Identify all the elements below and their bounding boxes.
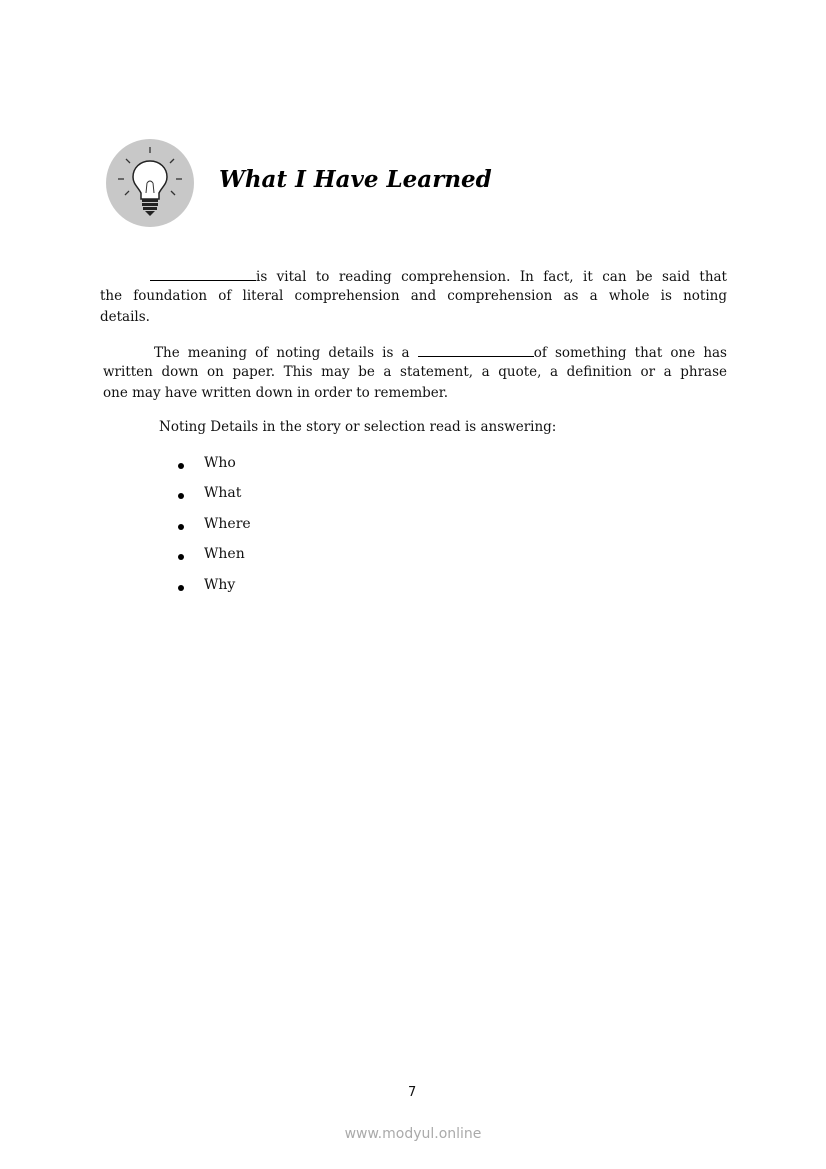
paragraph-3: Noting Details in the story or selection read is answering:	[159, 419, 557, 435]
page-number: 7	[408, 1085, 417, 1100]
watermark: www.modyul.online	[344, 1126, 482, 1142]
bullet-icon	[178, 554, 184, 560]
paragraph-2-line-1	[154, 343, 727, 361]
list-item-text: Who	[204, 455, 236, 471]
text: of something that one has	[533, 345, 727, 361]
list-item-text: Why	[204, 577, 236, 593]
bullet-icon	[178, 585, 184, 591]
lightbulb-icon	[106, 139, 194, 227]
fill-in-blank-2[interactable]	[418, 343, 534, 357]
bullet-icon	[178, 493, 184, 499]
list-item-text: When	[204, 546, 245, 562]
paragraph-1-line-3: details.	[100, 309, 150, 325]
bullet-icon	[178, 524, 184, 530]
paragraph-1-line-1	[150, 267, 727, 285]
list-item-text: Where	[204, 516, 251, 532]
section-title: What I Have Learned	[219, 166, 492, 193]
text: The meaning of noting details is a	[154, 345, 410, 361]
text: is vital to reading comprehension. In fact, it can be said that	[256, 269, 727, 285]
paragraph-1-line-2: the foundation of literal comprehension and comprehension as a whole is noting	[100, 288, 727, 304]
paragraph-2-line-3: one may have written down in order to remember.	[103, 385, 449, 401]
paragraph-2-line-2: written down on paper. This may be a statement, a quote, a definition or a phrase	[103, 364, 727, 380]
list-item-text: What	[204, 485, 242, 501]
fill-in-blank-1[interactable]	[150, 267, 256, 281]
bullet-icon	[178, 463, 184, 469]
